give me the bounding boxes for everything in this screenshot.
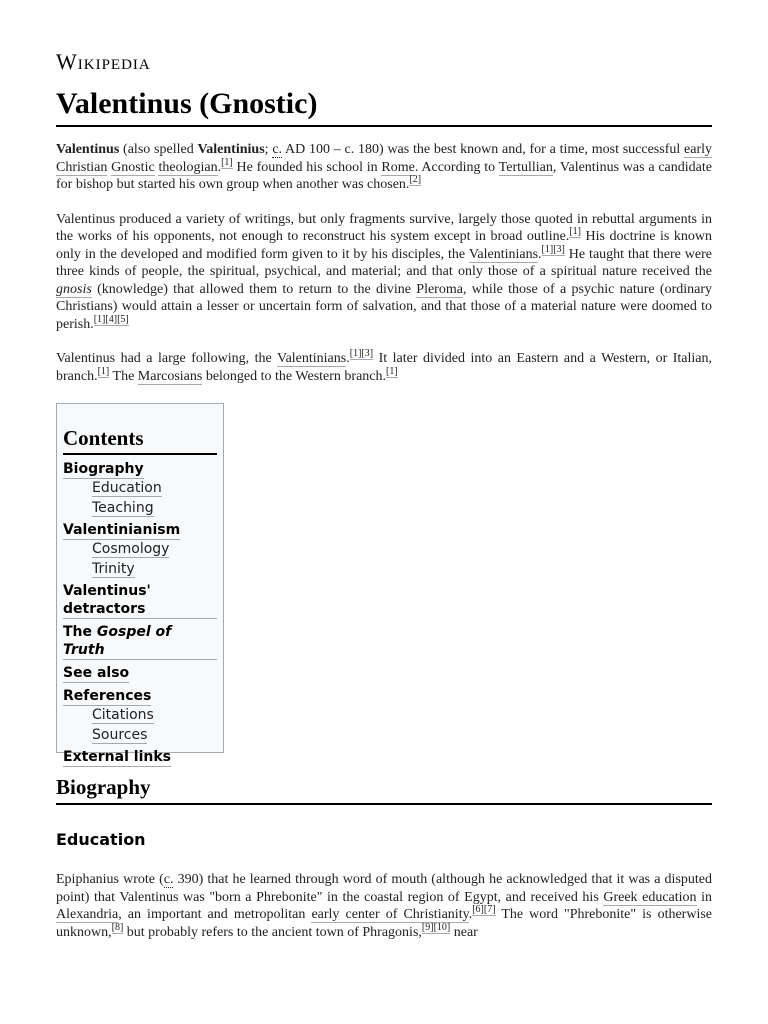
- reference: [542, 244, 565, 256]
- toc-item-see-also: [63, 664, 217, 683]
- link-pleroma[interactable]: Pleroma: [416, 281, 463, 297]
- reference: [98, 366, 110, 378]
- reference: [112, 922, 124, 934]
- ref-link[interactable]: [3]: [361, 348, 374, 360]
- toc-link-gospel-of-truth[interactable]: The Gospel of Truth: [63, 623, 217, 660]
- section-heading-biography: Biography: [56, 774, 712, 805]
- article-intro: [56, 141, 712, 402]
- link-alexandria[interactable]: Alexandria: [56, 907, 119, 922]
- intro-paragraph-2: Valentinus produced a variety of writings, but only fragments survive, largely those quoted in rebuttal arguments in the works of his opponents, not enough to reconstruct his system except in broad outline.[1] His doctrine is known only in the developed and modified form given to it by his disciples, the Valentinians.[1][3] He taught that there were three kinds of people, the spiritual, psychical, and material; and that only those of a spiritual nature received the gnosis (knowledge) that allowed them to return to the divine Pleroma, while those of a psychic nature (ordinary Christians) would attain a lesser or uncertain form of salvation, and that those of a material nature were doomed to perish.[1][4][5]: [56, 211, 712, 332]
- reference: [386, 366, 398, 378]
- toc-link-valentinianism[interactable]: Valentinianism: [63, 522, 181, 538]
- ref-link[interactable]: [1]: [93, 313, 106, 325]
- toc-link-external-links[interactable]: External links: [63, 749, 171, 765]
- ref-link[interactable]: [1]: [97, 365, 110, 377]
- table-of-contents: [56, 403, 224, 765]
- alt-spelling: Valentinius: [197, 142, 265, 157]
- link-greek-education[interactable]: Greek education: [603, 889, 697, 905]
- link-gnostic[interactable]: Gnostic: [111, 159, 155, 175]
- toc-link-citations[interactable]: Citations: [92, 707, 154, 723]
- toc-subitem-citations: [92, 706, 217, 724]
- subject-name: Valentinus: [56, 142, 120, 157]
- link-theologian[interactable]: theologian: [158, 159, 218, 175]
- ref-link[interactable]: [7]: [483, 904, 496, 916]
- toc-link-references[interactable]: References: [63, 688, 152, 704]
- link-early-center-of-christianity[interactable]: early center of Christianity: [311, 907, 469, 922]
- reference: [422, 922, 450, 934]
- toc-item-references: [63, 687, 217, 744]
- intro-paragraph-3: Valentinus had a large following, the Valentinians.[1][3] It later divided into an Eastern and a Western, or Italian, branch.[1] The Marcosians belonged to the Western branch.[1]: [56, 348, 712, 384]
- toc-title: Contents: [63, 426, 217, 455]
- ref-link[interactable]: [1]: [221, 156, 233, 168]
- link-valentinians[interactable]: Valentinians: [277, 351, 347, 366]
- education-section-text: [56, 871, 712, 941]
- ref-link[interactable]: [9]: [421, 921, 434, 933]
- link-tertullian[interactable]: Tertullian: [498, 159, 553, 175]
- ref-link[interactable]: [2]: [409, 174, 422, 186]
- wikipedia-wordmark[interactable]: Wikipedia: [56, 49, 151, 74]
- link-gnosis[interactable]: gnosis: [56, 281, 92, 297]
- toc-link-trinity[interactable]: Trinity: [92, 561, 135, 577]
- reference: [472, 904, 495, 916]
- ref-link[interactable]: [1]: [541, 243, 554, 255]
- reference: [409, 174, 421, 186]
- toc-subitem-sources: [92, 726, 217, 744]
- link-circa[interactable]: c.: [163, 872, 174, 887]
- ref-link[interactable]: [1]: [569, 226, 581, 238]
- toc-link-education[interactable]: Education: [92, 480, 162, 496]
- toc-subitem-trinity: [92, 560, 217, 578]
- toc-item-biography: [63, 460, 217, 517]
- subsection-heading-education: Education: [56, 830, 146, 849]
- toc-subitem-cosmology: [92, 540, 217, 558]
- ref-link[interactable]: [5]: [117, 313, 129, 325]
- link-early-christian[interactable]: early Christian: [56, 142, 713, 175]
- toc-subitem-teaching: [92, 499, 217, 517]
- reference: [94, 314, 129, 326]
- toc-item-external-links: [63, 748, 217, 767]
- ref-link[interactable]: [4]: [105, 313, 118, 325]
- toc-list: [63, 460, 217, 767]
- intro-paragraph-1: Valentinus (also spelled Valentinius; c. AD 100 – c. 180) was the best known and, for a time, most successful early Christian Gnostic theologian.[1] He founded his school in Rome. According to Tertullian, Valentinus was a candidate for bishop but started his own group when another was chosen.[2]: [56, 142, 713, 192]
- toc-link-cosmology[interactable]: Cosmology: [92, 541, 170, 557]
- toc-item-valentinianism: [63, 521, 217, 578]
- toc-subitem-education: [92, 479, 217, 497]
- toc-link-detractors[interactable]: Valentinus' detractors: [63, 582, 217, 619]
- toc-link-see-also[interactable]: See also: [63, 665, 130, 681]
- ref-link[interactable]: [6]: [472, 904, 484, 916]
- toc-item-gospel-of-truth: [63, 623, 217, 660]
- reference: [221, 157, 233, 169]
- link-circa[interactable]: c.: [272, 142, 283, 157]
- toc-item-detractors: [63, 582, 217, 619]
- ref-link[interactable]: [10]: [433, 921, 451, 933]
- ref-link[interactable]: [8]: [111, 921, 124, 933]
- reference: [350, 348, 373, 360]
- link-valentinians[interactable]: Valentinians: [468, 246, 539, 262]
- reference: [569, 226, 581, 238]
- toc-link-biography[interactable]: Biography: [63, 461, 144, 477]
- toc-link-teaching[interactable]: Teaching: [92, 500, 154, 516]
- ref-link[interactable]: [1]: [349, 348, 362, 360]
- link-rome[interactable]: Rome: [381, 159, 415, 175]
- education-paragraph-1: Epiphanius wrote (c. 390) that he learned through word of mouth (although he acknowledged that it was a disputed point) that Valentinus was "born a Phrebonite" in the coastal region of Egypt, and received his Greek education in Alexandria, an important and metropolitan early center of Christianity.[6][7] The word "Phrebonite" is otherwise unknown,[8] but probably refers to the ancient town of Phragonis,[9][10] near: [56, 872, 713, 940]
- ref-link[interactable]: [3]: [553, 243, 565, 255]
- toc-link-sources[interactable]: Sources: [92, 727, 148, 743]
- page-title: Valentinus (Gnostic): [56, 84, 712, 127]
- ref-link[interactable]: [1]: [386, 365, 398, 377]
- link-marcosians[interactable]: Marcosians: [137, 368, 203, 384]
